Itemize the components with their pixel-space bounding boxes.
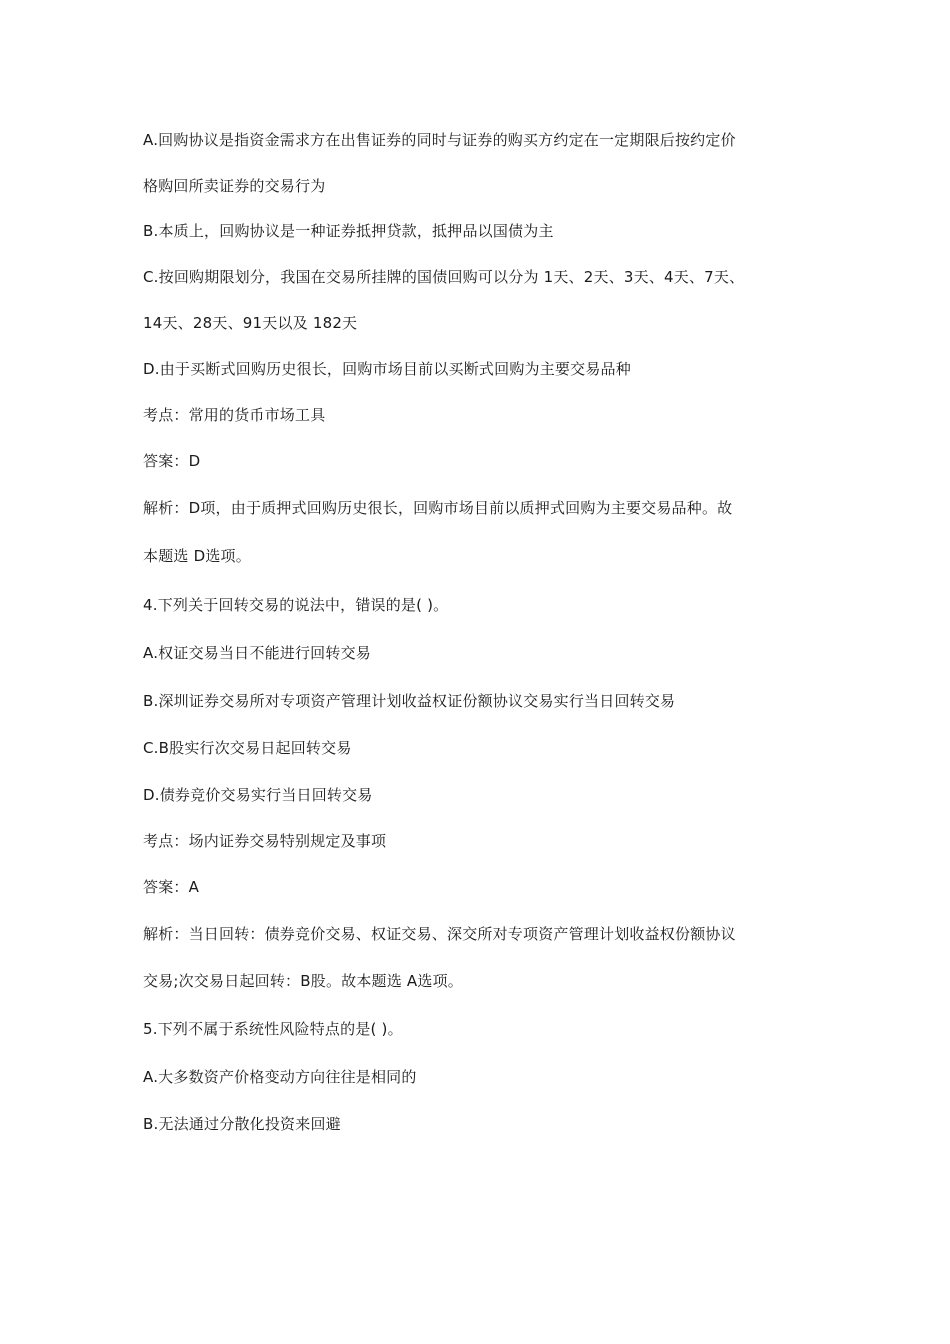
q4-option-a-line: A.权证交易当日不能进行回转交易 <box>143 644 371 662</box>
q4-explanation-line-1: 解析：当日回转：债券竞价交易、权证交易、深交所对专项资产管理计划收益权份额协议 <box>143 925 736 943</box>
explanation-line-1: 解析：D项，由于质押式回购历史很长，回购市场目前以质押式回购为主要交易品种。故 <box>143 499 733 517</box>
q4-explanation-line-2: 交易;次交易日起回转：B股。故本题选 A选项。 <box>143 972 463 990</box>
q4-answer-line: 答案：A <box>143 878 200 896</box>
q5-option-b-line: B.无法通过分散化投资来回避 <box>143 1115 341 1133</box>
q4-option-d-line: D.债券竞价交易实行当日回转交易 <box>143 786 373 804</box>
answer-line: 答案：D <box>143 452 201 470</box>
q4-topic-line: 考点：场内证券交易特别规定及事项 <box>143 832 387 850</box>
question-5-line: 5.下列不属于系统性风险特点的是( )。 <box>143 1020 403 1038</box>
explanation-line-2: 本题选 D选项。 <box>143 547 251 565</box>
option-c-line-2: 14天、28天、91天以及 182天 <box>143 314 358 332</box>
option-a-line-2: 格购回所卖证券的交易行为 <box>143 177 326 195</box>
option-d-line: D.由于买断式回购历史很长，回购市场目前以买断式回购为主要交易品种 <box>143 360 631 378</box>
topic-line: 考点：常用的货币市场工具 <box>143 406 326 424</box>
option-a-line-1: A.回购协议是指资金需求方在出售证券的同时与证券的购买方约定在一定期限后按约定价 <box>143 131 736 149</box>
q4-option-c-line: C.B股实行次交易日起回转交易 <box>143 739 352 757</box>
option-c-line-1: C.按回购期限划分，我国在交易所挂牌的国债回购可以分为 1天、2天、3天、4天、7天、 <box>143 268 745 286</box>
q4-option-b-line: B.深圳证券交易所对专项资产管理计划收益权证份额协议交易实行当日回转交易 <box>143 692 676 710</box>
question-4-line: 4.下列关于回转交易的说法中，错误的是( )。 <box>143 596 449 614</box>
option-b-line: B.本质上，回购协议是一种证券抵押贷款，抵押品以国债为主 <box>143 222 554 240</box>
q5-option-a-line: A.大多数资产价格变动方向往往是相同的 <box>143 1068 417 1086</box>
